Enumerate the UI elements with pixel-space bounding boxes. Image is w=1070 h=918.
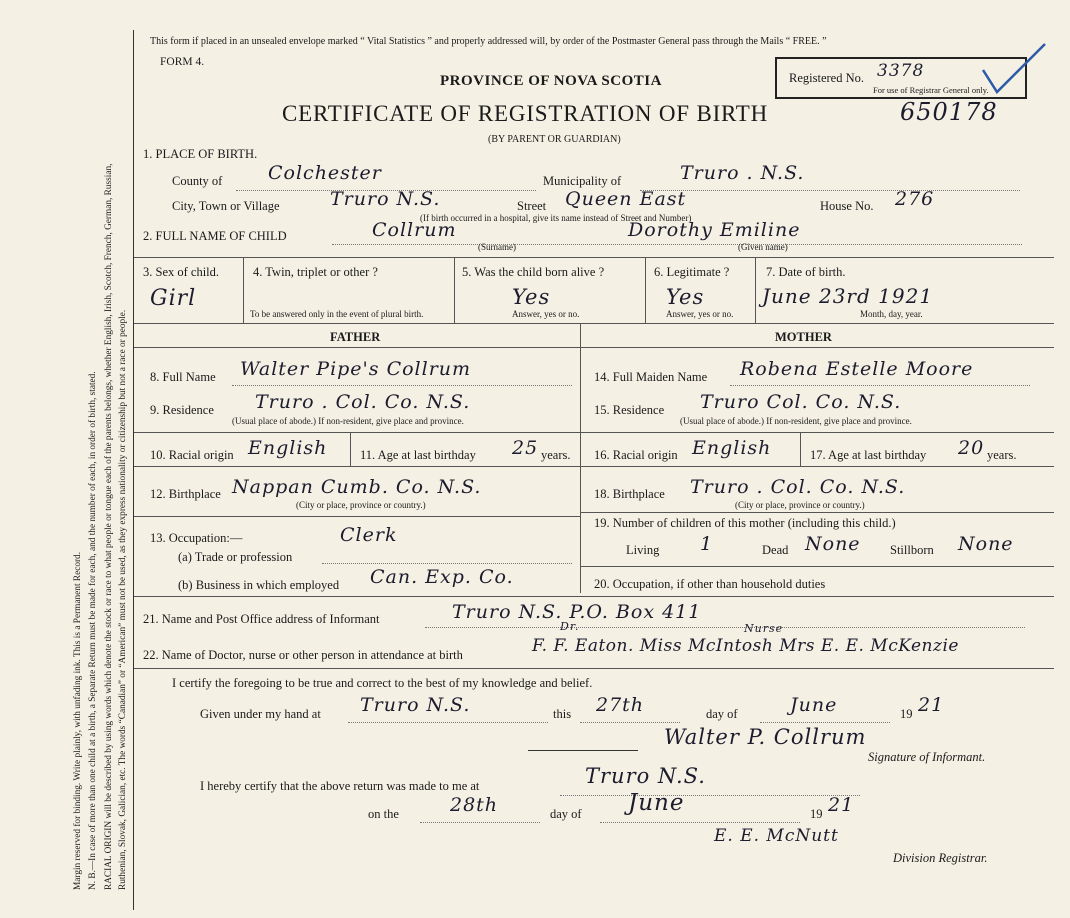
father-name: Walter Pipe's Collrum [240,358,472,380]
mother-name: Robena Estelle Moore [740,358,974,380]
given-place: Truro N.S. [360,694,471,716]
given-name-note: (Given name) [738,242,788,252]
father-birthplace-note: (City or place, province or country.) [296,500,426,510]
attendant-label: 22. Name of Doctor, nurse or other person in attendance at birth [143,648,463,662]
mother-age-label: 17. Age at last birthday [810,448,927,462]
attendant-dr: Dr. [560,620,580,633]
municipality-value: Truro . N.S. [680,162,805,184]
father-occupation: Clerk [340,524,398,546]
mother-residence-note: (Usual place of abode.) If non-resident, give place and province. [680,416,912,426]
father-trade-label: (a) Trade or profession [178,550,293,564]
father-birthplace-label: 12. Birthplace [150,487,221,501]
registrar-on-label: on the [368,807,399,821]
city-value: Truro N.S. [330,188,441,210]
form-number: FORM 4. [160,56,205,68]
father-residence: Truro . Col. Co. N.S. [255,391,471,413]
checkmark-icon [975,40,1050,100]
father-name-label: 8. Full Name [150,370,216,384]
street-label: Street [517,199,547,213]
dead-value: None [805,533,861,555]
certify-text: I certify the foregoing to be true and correct to the best of my knowledge and belief. [172,676,593,690]
province-heading: PROVINCE OF NOVA SCOTIA [440,73,662,89]
registrar-year-prefix: 19 [810,807,823,821]
alive-label: 5. Was the child born alive ? [462,265,605,279]
father-age: 25 [512,437,539,459]
registrar-signature: E. E. McNutt [714,826,839,846]
county-label: County of [172,174,223,188]
registrar-day: 28th [450,794,499,816]
page-title: CERTIFICATE OF REGISTRATION OF BIRTH [282,101,769,126]
given-year-prefix: 19 [900,707,913,721]
county-value: Colchester [268,162,382,184]
stillborn-label: Stillborn [890,543,934,557]
margin-note-binding: Margin reserved for binding. Write plainly, with unfading ink. This is a Permanent Record. [73,551,83,890]
margin-note-racial-origin: RACIAL ORIGIN will be described by using words which denote the stock or race to what people or tongue each of the parents belongs, whether English, Irish, Scotch, French, German, Russian, [104,163,114,890]
twin-label: 4. Twin, triplet or other ? [253,265,378,279]
alive-note: Answer, yes or no. [512,309,580,319]
city-label: City, Town or Village [172,199,280,213]
registered-label: Registered No. [789,71,864,85]
sex-label: 3. Sex of child. [143,265,220,279]
legitimate-note: Answer, yes or no. [666,309,734,319]
house-value: 276 [895,188,935,210]
informant-signature: Walter P. Collrum [664,725,867,749]
registrar-year: 21 [828,794,855,816]
surname-note: (Surname) [478,242,516,252]
page-subtitle: (BY PARENT OR GUARDIAN) [488,134,621,145]
dead-label: Dead [762,543,789,557]
mother-race: English [692,437,772,459]
given-under-label: Given under my hand at [200,707,321,721]
living-label: Living [626,543,660,557]
twin-note: To be answered only in the event of plural birth. [250,309,424,319]
registered-note: For use of Registrar General only. [873,85,989,95]
father-years-label: years. [541,448,571,462]
children-count-label: 19. Number of children of this mother (including this child.) [594,516,896,530]
place-of-birth-heading: 1. PLACE OF BIRTH. [143,147,258,161]
margin-note-racial-origin-2: Ruthenian, Slovak, Galician, etc. The words “Canadian” or “American” must not be used, as they express nationality or citizenship but not a race or people. [118,309,128,890]
margin-note-multiple-births: N. B.—In case of more than one child at a birth, a Separate Return must be made for each, and the number of each, in order of birth, stated. [88,371,98,890]
father-birthplace: Nappan Cumb. Co. N.S. [232,476,482,498]
dob-value: June 23rd 1921 [762,284,934,308]
mother-residence-label: 15. Residence [594,403,665,417]
mother-years-label: years. [987,448,1017,462]
legitimate-value: Yes [666,285,705,309]
father-residence-note: (Usual place of abode.) If non-resident, give place and province. [232,416,464,426]
mother-heading: MOTHER [775,330,832,344]
mother-birthplace-note: (City or place, province or country.) [735,500,865,510]
stillborn-value: None [958,533,1014,555]
father-business-label: (b) Business in which employed [178,578,340,592]
father-race-label: 10. Racial origin [150,448,234,462]
registrar-signature-label: Division Registrar. [893,851,988,865]
dob-note: Month, day, year. [860,309,923,319]
father-residence-label: 9. Residence [150,403,214,417]
father-occupation-label: 13. Occupation:— [150,531,243,545]
mother-residence: Truro Col. Co. N.S. [700,391,902,413]
child-surname: Collrum [372,219,457,241]
hospital-note: (If birth occurred in a hospital, give its name instead of Street and Number) [420,213,692,223]
attendant-value: F. F. Eaton. Miss McIntosh Mrs E. E. McKenzie [532,636,959,656]
mother-occupation-label: 20. Occupation, if other than household duties [594,577,826,591]
legitimate-label: 6. Legitimate ? [654,265,730,279]
registrar-day-of-label: day of [550,807,582,821]
registered-number: 3378 [877,61,925,81]
municipality-label: Municipality of [543,174,622,188]
informant-label: 21. Name and Post Office address of Informant [143,612,380,626]
postal-notice: This form if placed in an unsealed envelope marked “ Vital Statistics ” and properly addressed will, by order of the Postmaster General pass through the Mails “ FREE. ” [150,36,827,47]
registrar-certify-text: I hereby certify that the above return was made to me at [200,779,480,793]
attendant-nurse: Nurse [744,622,784,635]
living-value: 1 [700,533,714,555]
registrar-place: Truro N.S. [585,764,706,788]
sex-value: Girl [150,286,197,311]
given-day: 27th [596,694,645,716]
mother-age: 20 [958,437,985,459]
father-age-label: 11. Age at last birthday [360,448,476,462]
street-value: Queen East [565,188,687,210]
informant-signature-label: Signature of Informant. [868,750,986,764]
given-year: 21 [918,694,945,716]
given-month: June [790,694,838,716]
certificate-number: 650178 [900,98,998,126]
father-business: Can. Exp. Co. [370,566,514,588]
informant-value: Truro N.S. P.O. Box 411 [452,601,702,623]
child-name-label: 2. FULL NAME OF CHILD [143,229,287,243]
mother-birthplace: Truro . Col. Co. N.S. [690,476,906,498]
father-race: English [248,437,328,459]
alive-value: Yes [512,285,551,309]
father-heading: FATHER [330,330,381,344]
dob-label: 7. Date of birth. [766,265,846,279]
given-day-of-label: day of [706,707,738,721]
mother-birthplace-label: 18. Birthplace [594,487,665,501]
mother-name-label: 14. Full Maiden Name [594,370,708,384]
mother-race-label: 16. Racial origin [594,448,678,462]
child-given-name: Dorothy Emiline [628,219,801,241]
this-label: this [553,707,572,721]
house-label: House No. [820,199,874,213]
registrar-month: June [628,790,685,816]
